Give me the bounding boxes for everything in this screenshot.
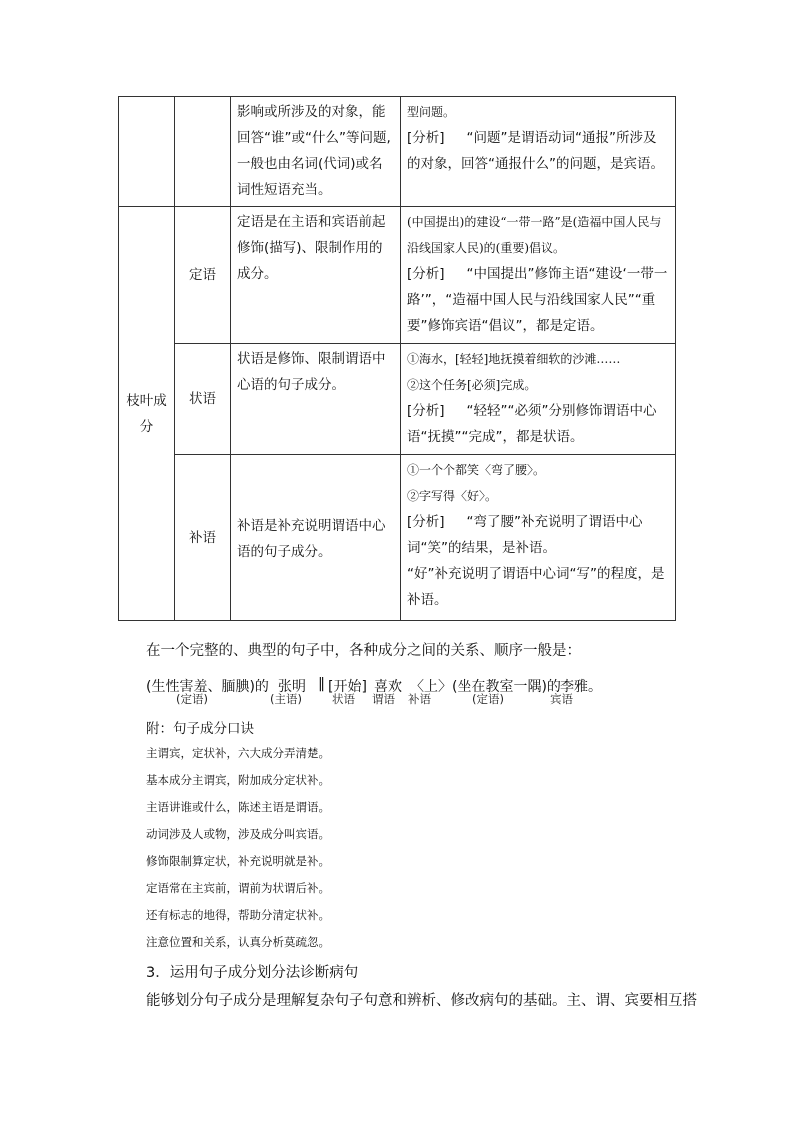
complement-definition: 补语是补充说明谓语中心语的句子成分。 [231, 455, 401, 621]
complement-analysis-1 [407, 509, 669, 561]
adverbial-example-1: ①海水，[轻轻]地抚摸着细软的沙滩…… [407, 352, 621, 366]
complement-analysis-text-1: “弯了腰”补充说明了谓语中心词“笑”的结果，是补语。 [407, 514, 643, 556]
table-cell-empty [119, 97, 175, 207]
attributive-name: 定语 [175, 207, 231, 344]
structure-role: 状语 [332, 692, 355, 706]
adverbial-definition: 状语是修饰、限制谓语中心语的句子成分。 [231, 344, 401, 455]
structure-role: (主语) [270, 692, 302, 706]
object-analysis [407, 125, 669, 177]
order-intro: 在一个完整的、典型的句子中，各种成分之间的关系、顺序一般是： [146, 643, 581, 659]
structure-word: ‖ [318, 676, 325, 692]
group-label: 枝叶成分 [119, 207, 175, 621]
table-row [119, 344, 676, 455]
structure-word: 。 [588, 679, 602, 695]
table-cell-empty [175, 97, 231, 207]
object-example-continuation: 型问题。 [407, 105, 456, 119]
rhyme-line: 动词涉及人或物，涉及成分叫宾语。 [146, 827, 330, 841]
table-row [119, 455, 676, 621]
structure-word: 张明 [278, 679, 306, 695]
structure-role: 补语 [408, 692, 431, 706]
structure-role: (定语) [176, 692, 208, 706]
attributive-analysis-text: “中国提出”修饰主语“建设‘一带一路’”，“造福中国人民与沿线国家人民”“重要”修饰宾语“倡议”，都是定语。 [407, 266, 668, 334]
attributive-definition: 定语是在主语和宾语前起修饰(描写)、限制作用的成分。 [231, 207, 401, 344]
complement-example-1: ①一个个都笑〈弯了腰〉。 [407, 463, 546, 477]
sentence-components-table [118, 96, 676, 621]
complement-example-2: ②字写得〈好〉。 [407, 489, 498, 503]
structure-word: 喜欢 [374, 679, 402, 695]
rhyme-line: 还有标志的地得，帮助分清定状补。 [146, 908, 330, 922]
adverbial-example-cell [401, 344, 676, 455]
rhyme-line: 定语常在主宾前，谓前为状谓后补。 [146, 881, 330, 895]
structure-role: (定语) [472, 692, 504, 706]
adverbial-analysis-text: “轻轻”“必须”分别修饰谓语中心语“抚摸”“完成”，都是状语。 [407, 403, 657, 445]
rhyme-line: 修饰限制算定状，补充说明就是补。 [146, 854, 330, 868]
object-analysis-text: “问题”是谓语动词“通报”所涉及的对象，回答“通报什么”的问题，是宾语。 [407, 130, 664, 172]
rhyme-line: 主谓宾，定状补，六大成分弄清楚。 [146, 746, 330, 760]
attributive-analysis [407, 261, 669, 339]
structure-word: [开始] [328, 679, 367, 695]
complement-analysis-2: “好”补充说明了谓语中心词“写”的程度，是补语。 [407, 566, 665, 608]
object-definition: 影响或所涉及的对象，能回答“谁”或“什么”等问题,一般也由名词(代词)或名词性短语充当。 [231, 97, 401, 207]
attributive-example-cell [401, 207, 676, 344]
analysis-tag: [分析] [407, 266, 445, 282]
section-heading: 3．运用句子成分划分法诊断病句 [146, 965, 359, 981]
complement-name: 补语 [175, 455, 231, 621]
table-row [119, 207, 676, 344]
rhyme-line: 主语讲谁或什么，陈述主语是谓语。 [146, 800, 330, 814]
sentence-structure-diagram [146, 676, 706, 710]
analysis-tag: [分析] [407, 514, 445, 530]
section-paragraph: 能够划分句子成分是理解复杂句子句意和辨析、修改病句的基础。主、谓、宾要相互搭 [146, 993, 697, 1009]
attributive-example: (中国提出)的建设“一带一路”是(造福中国人民与沿线国家人民)的(重要)倡议。 [407, 215, 662, 255]
analysis-tag: [分析] [407, 130, 445, 146]
rhyme-list [146, 740, 330, 956]
rhyme-line: 基本成分主谓宾，附加成分定状补。 [146, 773, 330, 787]
adverbial-name: 状语 [175, 344, 231, 455]
structure-role: 谓语 [372, 692, 395, 706]
structure-word: (生性害羞、腼腆)的 [146, 679, 269, 695]
structure-word: 〈上〉 [410, 679, 452, 695]
adverbial-example-2: ②这个任务[必须]完成。 [407, 378, 537, 392]
adverbial-analysis [407, 398, 669, 450]
appendix-label: 附：句子成分口诀 [146, 721, 254, 737]
analysis-tag: [分析] [407, 403, 445, 419]
rhyme-line: 注意位置和关系，认真分析莫疏忽。 [146, 935, 330, 949]
structure-word: 李雅 [560, 679, 588, 695]
object-example-cell [401, 97, 676, 207]
structure-word: (坐在教室一隅)的 [452, 679, 561, 695]
complement-example-cell [401, 455, 676, 621]
table-row [119, 97, 676, 207]
structure-role: 宾语 [550, 692, 573, 706]
